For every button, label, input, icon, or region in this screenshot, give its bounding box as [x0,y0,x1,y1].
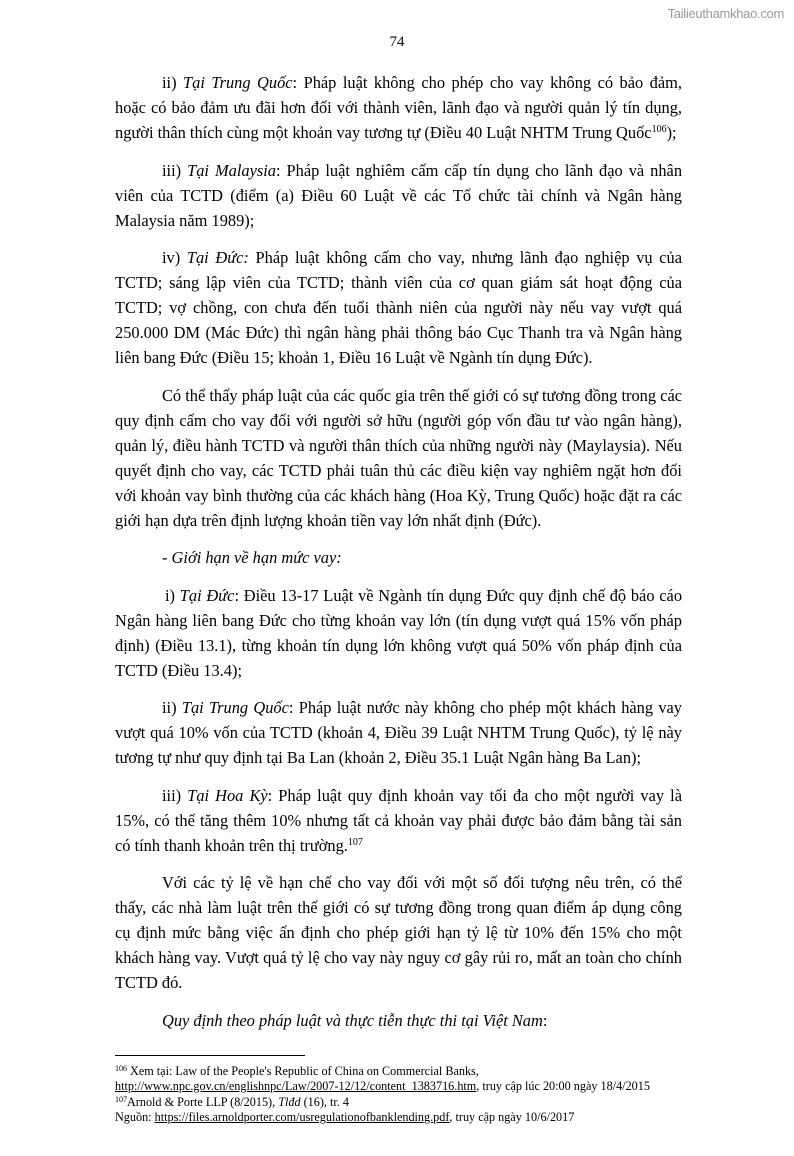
paragraph-text: ); [666,123,677,142]
paragraph-summary-1 [115,383,682,533]
footnote-106-link-line [115,1079,735,1095]
paragraph-usa [115,783,682,858]
footnote-text: Xem tại: Law of the People's Republic of China on Commercial Banks, [127,1063,479,1078]
item-label: iv) [162,248,187,267]
footnote-divider [115,1055,305,1056]
footnote-text: Nguồn: [115,1110,155,1124]
paragraph-malaysia [115,158,682,233]
paragraph-text: Với các tỷ lệ về hạn chế cho vay đối với một số đối tượng nêu trên, có thể thấy, các nhà làm luật trên thế giới có sự tương đồng trong quan điểm áp dụng công cụ định mức bằng việc ấn định cho phép giới hạn tỷ lệ từ 10% đến 15% cho một khách hàng vay. Vượt quá tỷ lệ cho vay này nguy cơ gây rủi ro, mất an toàn cho chính TCTD đó. [115,873,682,992]
item-label: ii) [162,73,184,92]
paragraph-text: : Pháp luật nước này không cho phép một khách hàng vay vượt quá 10% vốn của TCTD (khoản 4, Điều 39 Luật NHTM Trung Quốc), tỷ lệ này tương tự như quy định tại Ba Lan (khoản 2, Điều 35.1 Luật Ngân hàng Ba Lan); [115,698,682,767]
footnote-link[interactable]: http://www.npc.gov.cn/englishnpc/Law/2007-12/12/content_1383716.htm [115,1079,477,1093]
paragraph-germany-1 [115,245,682,370]
paragraph-summary-2 [115,870,682,995]
footnotes [115,1064,735,1126]
footnote-ref-107[interactable]: 107 [347,836,363,848]
item-label: iii) [162,785,188,805]
item-label: iii) [162,160,188,180]
country-heading: Tại Đức [179,585,235,605]
document-body [115,70,682,1033]
footnote-number: 107 [115,1094,127,1104]
footnote-text: , truy cập lúc 20:00 ngày 18/4/2015 [476,1079,650,1093]
paragraph-text: : Pháp luật quy định khoản vay tối đa cho một người vay là 15%, có thể tăng thêm 10% nhưng tất cả khoản vay phải được bảo đảm bằng tài sản có tính thanh khoản trên thị trường. [115,785,683,855]
footnote-text: Tlđd [278,1094,301,1109]
paragraph-china-1 [115,70,682,145]
footnote-107-source [115,1110,735,1126]
paragraph-text: Có thể thấy pháp luật của các quốc gia trên thế giới có sự tương đồng trong các quy định cấm cho vay đối với người sở hữu (người góp vốn đầu tư vào ngân hàng), quản lý, điều hành TCTD và người thân thích của những người này (Maylaysia). Nếu quyết định cho vay, các TCTD phải tuân thủ các điều kiện vay nghiêm ngặt hơn đối với khoản vay bình thường của các khách hàng (Hoa Kỳ, Trung Quốc) hoặc đặt ra các giới hạn dựa trên định lượng khoản tiền vay lớn nhất định (Đức). [115,385,682,530]
footnote-ref-106[interactable]: 106 [651,124,667,135]
footnote-text: , truy cập ngày 10/6/2017 [449,1110,575,1124]
paragraph-text: : Điều 13-17 Luật về Ngành tín dụng Đức quy định chế độ báo cáo Ngân hàng liên bang Đức cho từng khoản vay lớn (tín dụng vượt quá 15% vốn pháp định) (Điều 13.1), từng khoản tín dụng lớn không vượt quá 50% vốn pháp định của TCTD (Điều 13.4); [115,585,683,680]
section-heading-loan-limit [115,545,682,570]
paragraph-text: : [542,1010,548,1030]
country-heading: Tại Hoa Kỳ [187,785,268,805]
item-label: ii) [162,698,182,717]
paragraph-germany-2 [115,583,682,683]
footnote-text: (16), tr. 4 [300,1094,349,1109]
footnote-106 [115,1064,735,1080]
footnote-text: Arnold & Porte LLP (8/2015), [127,1094,279,1109]
item-label: i) [165,585,180,605]
section-heading: Quy định theo pháp luật và thực tiễn thực thi tại Việt Nam [162,1010,543,1030]
paragraph-china-2 [115,695,682,770]
page-number: 74 [389,34,405,50]
section-heading-vietnam [115,1008,682,1033]
watermark: Tailieuthamkhao.com [667,6,784,21]
footnote-number: 106 [115,1063,127,1073]
footnote-107 [115,1095,735,1111]
paragraph-text: Pháp luật không cấm cho vay, nhưng lãnh đạo nghiệp vụ của TCTD; sáng lập viên của TCTD; thành viên của cơ quan giám sát hoạt động của TCTD; vợ chồng, con chưa đến tuổi thành niên của người này nếu vay vượt quá 250.000 DM (Mác Đức) thì ngân hàng phải thông báo Cục Thanh tra và Ngân hàng liên bang Đức (Điều 15; khoản 1, Điều 16 Luật về Ngành tín dụng Đức). [115,248,682,367]
footnote-link[interactable]: https://files.arnoldporter.com/usregulationofbanklending.pdf [154,1110,450,1124]
paragraph-text: : Pháp luật không cho phép cho vay không có bảo đảm, hoặc có bảo đảm ưu đãi hơn đối với thành viên, lãnh đạo và người quản lý tín dụng, người thân thích cùng một khoản vay tương tự (Điều 40 Luật NHTM Trung Quốc [115,73,682,142]
paragraph-text: : Pháp luật nghiêm cấm cấp tín dụng cho lãnh đạo và nhân viên của TCTD (điểm (a) Điều 60 Luật về các Tổ chức tài chính và Ngân hàng Malaysia năm 1989); [115,160,683,230]
section-heading: - Giới hạn về hạn mức vay: [162,548,342,567]
country-heading: Tại Trung Quốc [181,698,289,717]
country-heading: Tại Malaysia [187,160,276,180]
country-heading: Tại Đức: [186,248,249,267]
country-heading: Tại Trung Quốc [183,73,293,92]
